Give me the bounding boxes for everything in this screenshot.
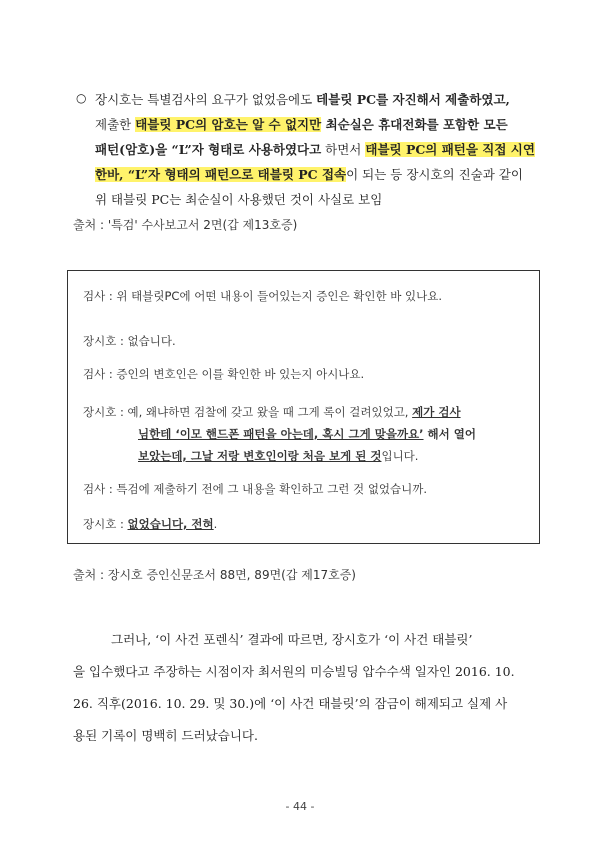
highlight-2: 태블릿 PC의 패턴을 직접 시연 [365, 142, 535, 157]
bullet-line-3: 패턴(암호)을 “L”자 형태로 사용하였다고 하면서 태블릿 PC의 패턴을 직접 시연 [95, 142, 535, 157]
prosecutor-question-2: 검사 : 증인의 변호인은 이를 확인한 바 있는지 아시나요. [83, 367, 365, 381]
body-line-3: 26. 직후(2016. 10. 29. 및 30.)에 ‘이 사건 태블릿’의 잠금이 해제되고 실제 사 [73, 696, 508, 711]
bullet-marker: ○ [76, 91, 87, 105]
body-line-4: 용된 기록이 명백히 드러났습니다. [73, 728, 258, 743]
witness-answer-3: 장시호 : 없었습니다, 전혀. [83, 517, 218, 531]
testimony-box [67, 270, 540, 544]
bullet-line-1: 장시호는 특별검사의 요구가 없었음에도 테블릿 PC를 자진해서 제출하였고, [95, 92, 510, 107]
prosecutor-question-3: 검사 : 특검에 제출하기 전에 그 내용을 확인하고 그런 것 없었습니까. [83, 482, 428, 496]
highlight-1: 태블릿 PC의 암호는 알 수 없지만 [135, 117, 322, 132]
bullet-line-4: 한바, “L”자 형태의 패턴으로 태블릿 PC 접속이 되는 등 장시호의 진술과 같이 [95, 167, 523, 182]
body-line-2: 을 입수했다고 주장하는 시점이자 최서원의 미승빌딩 압수수색 일자인 2016. 10. [73, 664, 515, 679]
source-citation-2: 출처 : 장시호 증인신문조서 88면, 89면(갑 제17호증) [73, 568, 356, 582]
bullet-line-2: 제출한 태블릿 PC의 암호는 알 수 없지만 최순실은 휴대전화를 포함한 모든 [95, 117, 508, 132]
witness-answer-1: 장시호 : 없습니다. [83, 334, 176, 348]
prosecutor-question-1: 검사 : 위 태블릿PC에 어떤 내용이 들어있는지 증인은 확인한 바 있나요. [83, 289, 442, 303]
body-line-1: 그러나, ‘이 사건 포렌식’ 결과에 따르면, 장시호가 ‘이 사건 태블릿’ [111, 632, 473, 647]
bullet-paragraph [95, 87, 550, 212]
witness-answer-2: 장시호 : 예, 왜냐하면 검찰에 갖고 왔을 때 그게 록이 걸려있었고, 제가 검사 님한테 ‘이모 핸드폰 패턴을 아는데, 혹시 그게 맞을까요’ 해서 열어 보았는데, 그날 저랑 변호인이랑 처음 보게 된 것입니다. [83, 405, 476, 463]
body-paragraph [73, 624, 550, 752]
page-number: - 44 - [285, 800, 315, 813]
highlight-3: 한바, “L”자 형태의 패턴으로 태블릿 PC 접속 [95, 167, 347, 182]
bullet-line-5: 위 태블릿 PC는 최순실이 사용했던 것이 사실로 보임 [95, 192, 383, 207]
source-citation-1: 출처 : '특검' 수사보고서 2면(갑 제13호증) [73, 218, 298, 232]
